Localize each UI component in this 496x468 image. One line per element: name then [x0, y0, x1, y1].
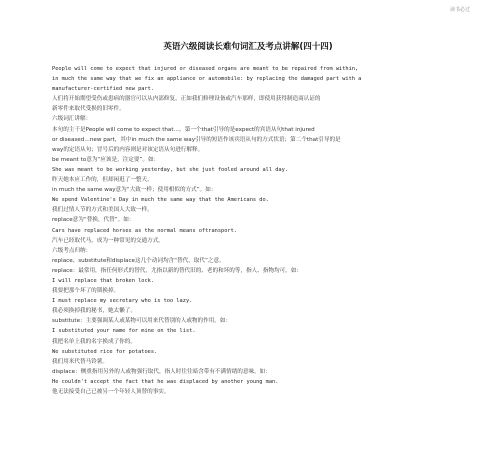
text-line: 六级考点归纳：: [52, 247, 92, 254]
text-line: I will replace that broken lock.: [52, 277, 155, 284]
text-line: replace、substitute和displace这几个动词均含“替代，取代”之意。: [52, 257, 225, 264]
text-line: 我必须换掉我的秘书，她太懒了。: [52, 308, 136, 315]
text-line: 六级词汇讲解：: [52, 116, 92, 123]
text-line: 汽车已经取代马，成为一种常见的交通方式。: [52, 237, 164, 244]
text-line: We substituted rice for potatoes.: [52, 348, 158, 355]
text-line: People will come to expect that injured or diseased organs are meant to be repaired from within,: [52, 66, 359, 72]
text-line: 我们过情人节的方式和美国人大致一样。: [52, 207, 153, 214]
text-line: She was meant to be working yesterday, but she just fooled around all day.: [52, 166, 288, 173]
text-line: replace：最常用，指任何形式的替代，尤指以新的替代旧的、老的和坏的等，指人、指物均可。如：: [52, 267, 303, 274]
text-line: 本句的主干是People will come to expect that…。第一个that引导的是expect的宾语从句that injured: [52, 126, 315, 133]
text-line: way的定语从句；冒号后的内容则是对该定语从句进行解释。: [52, 146, 204, 153]
text-line: substitute：主要强调某人或某物可以用来代替别的人或物的作用。如：: [52, 318, 232, 325]
text-line: Cars have replaced horses as the normal means oftransport.: [52, 227, 237, 234]
text-line: I substituted your name for mine on the list.: [52, 328, 196, 335]
text-line: in much the same way意为“大致一样；使用相似的方式”。如：: [52, 187, 217, 194]
document-title: 英语六级阅读长难句词汇及考点讲解(四十四): [163, 42, 333, 52]
text-line: be meant to意为“应该是，注定要”。如：: [52, 156, 160, 163]
text-line: I must replace my secretary who is too lazy.: [52, 298, 193, 305]
text-line: 我把名单上我的名字换成了你的。: [52, 338, 136, 345]
text-line: 我们用米代替马铃薯。: [52, 358, 108, 365]
text-line: 我要把那个坏了的锁换掉。: [52, 288, 120, 295]
text-line: or diseased…new part，其中in much the same way引导的短语作该宾语从句的方式状语；第二个that引导的是: [52, 136, 341, 143]
text-line: in much the same way that we fix an appliance or automobile: by replacing the damaged part with a: [52, 76, 362, 83]
header-note: 读书必过: [449, 7, 470, 13]
text-line: replace意为“替换，代替”。如：: [52, 217, 135, 224]
text-line: 昨天她本应工作的，但却闲逛了一整天。: [52, 177, 153, 184]
text-line: We spend Valentine's Day in much the same way that the Americans do.: [52, 197, 269, 204]
document-body: [52, 64, 462, 397]
text-line: 新零件来取代受损的旧零件。: [52, 106, 125, 113]
text-line: manufacturer-certified new part.: [52, 86, 155, 93]
text-line: 他无法接受自己已被另一个年轻人顶替的事实。: [52, 389, 170, 395]
text-line: displace：侧重指用另外的人或物强行取代，指人时往往暗含带有不满情绪的意味。如：: [52, 368, 271, 375]
text-line: He couldn't accept the fact that he was displaced by another young man.: [52, 378, 279, 385]
text-line: 人们将开始期望受伤或患病的器官可以从内部修复，正如我们修理设备或汽车那样，即使用获得制造商认证的: [52, 96, 321, 103]
